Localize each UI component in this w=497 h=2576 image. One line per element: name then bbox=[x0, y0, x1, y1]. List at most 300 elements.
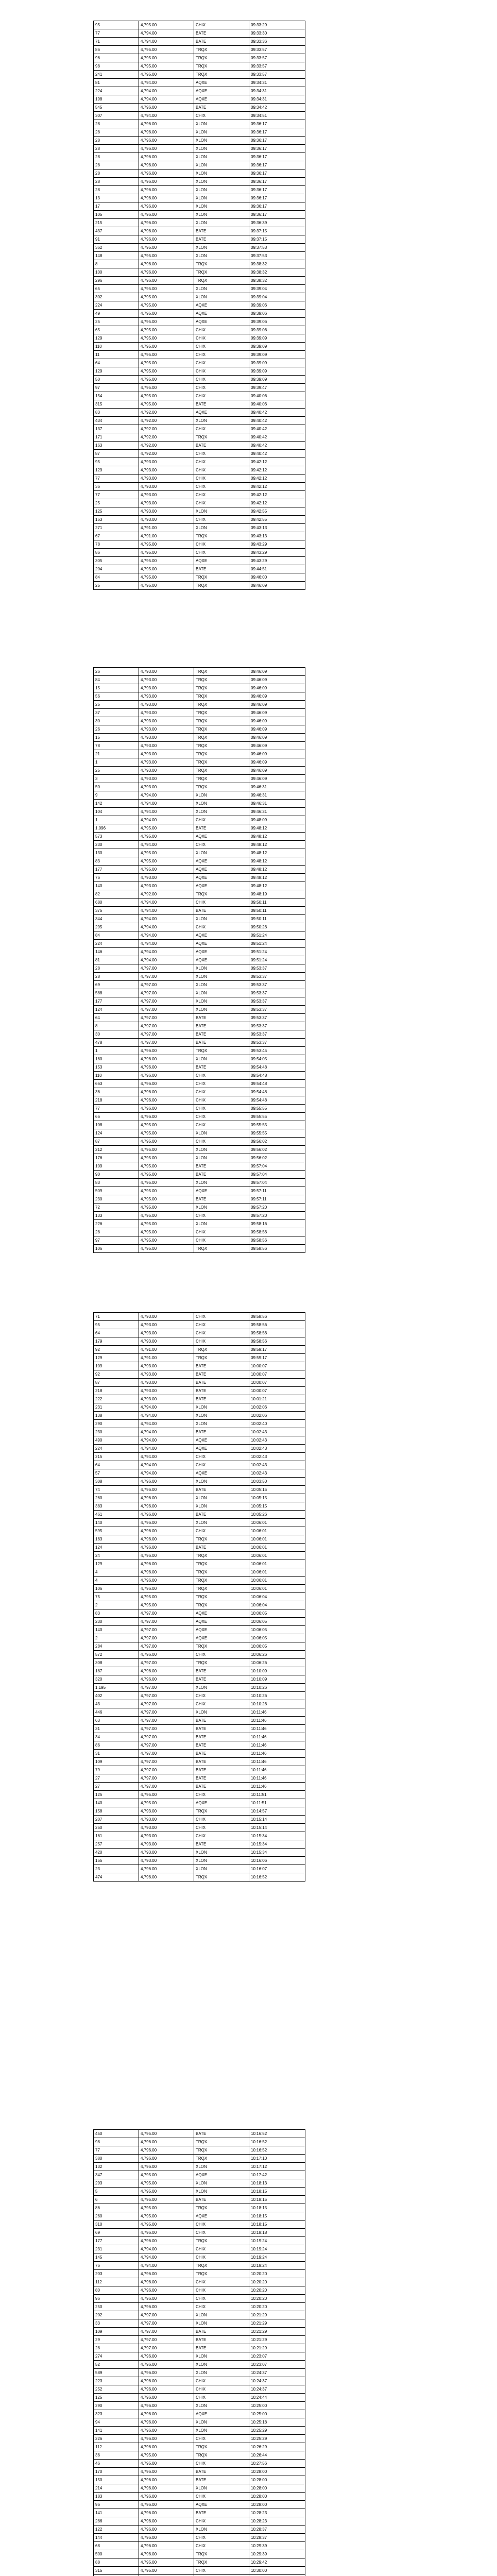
table-row bbox=[94, 1362, 305, 1370]
venue-cell: CHIX bbox=[194, 1080, 249, 1088]
time-cell: 10:20:20 bbox=[249, 2303, 305, 2311]
price-cell: 4,795.00 bbox=[139, 244, 194, 252]
volume-cell: 94 bbox=[94, 2418, 139, 2427]
venue-cell: TRQX bbox=[194, 1245, 249, 1253]
table-row bbox=[94, 1552, 305, 1560]
volume-cell: 28 bbox=[94, 161, 139, 170]
volume-cell: 96 bbox=[94, 54, 139, 62]
table-row bbox=[94, 71, 305, 79]
venue-cell: XLON bbox=[194, 2427, 249, 2435]
price-cell: 4,795.00 bbox=[139, 2204, 194, 2212]
time-cell: 09:55:55 bbox=[249, 1121, 305, 1129]
table-row bbox=[94, 29, 305, 38]
table-row bbox=[94, 1626, 305, 1634]
volume-cell: 46 bbox=[94, 2460, 139, 2468]
time-cell: 09:34:51 bbox=[249, 112, 305, 120]
volume-cell: 163 bbox=[94, 516, 139, 524]
table-row bbox=[94, 2361, 305, 2369]
volume-cell: 170 bbox=[94, 2468, 139, 2476]
venue-cell: AQXE bbox=[194, 2212, 249, 2221]
venue-cell: BATE bbox=[194, 1733, 249, 1741]
price-cell: 4,796.00 bbox=[139, 1560, 194, 1568]
price-cell: 4,794.00 bbox=[139, 816, 194, 824]
volume-cell: 224 bbox=[94, 301, 139, 310]
price-cell: 4,794.00 bbox=[139, 1453, 194, 1461]
venue-cell: BATE bbox=[194, 1171, 249, 1179]
venue-cell: XLON bbox=[194, 808, 249, 816]
price-cell: 4,795.00 bbox=[139, 2460, 194, 2468]
volume-cell: 82 bbox=[94, 890, 139, 899]
table-row bbox=[94, 1824, 305, 1832]
venue-cell: AQXE bbox=[194, 948, 249, 956]
time-cell: 09:48:09 bbox=[249, 816, 305, 824]
table-row bbox=[94, 343, 305, 351]
venue-cell: CHIX bbox=[194, 2385, 249, 2394]
price-cell: 4,796.00 bbox=[139, 1502, 194, 1511]
price-cell: 4,796.00 bbox=[139, 1105, 194, 1113]
venue-cell: CHIX bbox=[194, 334, 249, 343]
price-cell: 4,795.00 bbox=[139, 2567, 194, 2575]
table-row bbox=[94, 1171, 305, 1179]
price-cell: 4,794.00 bbox=[139, 899, 194, 907]
price-cell: 4,796.00 bbox=[139, 2377, 194, 2385]
time-cell: 09:46:09 bbox=[249, 582, 305, 590]
table-row bbox=[94, 2270, 305, 2278]
time-cell: 09:46:09 bbox=[249, 692, 305, 701]
volume-cell: 271 bbox=[94, 524, 139, 532]
table-row bbox=[94, 491, 305, 499]
price-cell: 4,795.00 bbox=[139, 824, 194, 833]
time-cell: 09:38:32 bbox=[249, 260, 305, 268]
table-row bbox=[94, 1187, 305, 1195]
venue-cell: TRQX bbox=[194, 433, 249, 442]
venue-cell: CHIX bbox=[194, 841, 249, 849]
volume-cell: 83 bbox=[94, 1179, 139, 1187]
venue-cell: TRQX bbox=[194, 2204, 249, 2212]
time-cell: 10:24:37 bbox=[249, 2369, 305, 2377]
price-cell: 4,796.00 bbox=[139, 1486, 194, 1494]
table-row bbox=[94, 841, 305, 849]
price-cell: 4,793.00 bbox=[139, 1832, 194, 1840]
venue-cell: BATE bbox=[194, 1750, 249, 1758]
table-row bbox=[94, 1618, 305, 1626]
table-row bbox=[94, 1428, 305, 1436]
table-row bbox=[94, 54, 305, 62]
volume-cell: 125 bbox=[94, 2394, 139, 2402]
price-cell: 4,795.00 bbox=[139, 2188, 194, 2196]
price-cell: 4,797.00 bbox=[139, 1725, 194, 1733]
venue-cell: TRQX bbox=[194, 668, 249, 676]
price-cell: 4,795.00 bbox=[139, 392, 194, 400]
venue-cell: XLON bbox=[194, 2188, 249, 2196]
price-cell: 4,797.00 bbox=[139, 1733, 194, 1741]
time-cell: 09:46:09 bbox=[249, 775, 305, 783]
time-cell: 09:46:09 bbox=[249, 709, 305, 717]
table-row bbox=[94, 874, 305, 882]
table-row bbox=[94, 899, 305, 907]
table-row bbox=[94, 2179, 305, 2188]
table-row bbox=[94, 202, 305, 211]
table-row bbox=[94, 87, 305, 95]
time-cell: 09:54:05 bbox=[249, 1055, 305, 1063]
volume-cell: 83 bbox=[94, 1609, 139, 1618]
price-cell: 4,793.00 bbox=[139, 1824, 194, 1832]
venue-cell: TRQX bbox=[194, 1354, 249, 1362]
time-cell: 09:54:48 bbox=[249, 1096, 305, 1105]
venue-cell: XLON bbox=[194, 244, 249, 252]
venue-cell: TRQX bbox=[194, 1585, 249, 1593]
volume-cell: 91 bbox=[94, 235, 139, 244]
venue-cell: BATE bbox=[194, 38, 249, 46]
volume-cell: 15 bbox=[94, 734, 139, 742]
price-cell: 4,797.00 bbox=[139, 1609, 194, 1618]
venue-cell: XLON bbox=[194, 1494, 249, 1502]
time-cell: 09:48:12 bbox=[249, 874, 305, 882]
time-cell: 09:36:17 bbox=[249, 194, 305, 202]
time-cell: 10:10:09 bbox=[249, 1667, 305, 1675]
venue-cell: XLON bbox=[194, 417, 249, 425]
volume-cell: 132 bbox=[94, 2163, 139, 2171]
volume-cell: 86 bbox=[94, 46, 139, 54]
table-row bbox=[94, 582, 305, 590]
time-cell: 09:40:42 bbox=[249, 442, 305, 450]
venue-cell: AQXE bbox=[194, 2410, 249, 2418]
time-cell: 09:39:09 bbox=[249, 367, 305, 376]
price-cell: 4,794.00 bbox=[139, 923, 194, 931]
venue-cell: XLON bbox=[194, 170, 249, 178]
volume-cell: 74 bbox=[94, 1486, 139, 1494]
price-cell: 4,794.00 bbox=[139, 808, 194, 816]
price-cell: 4,796.00 bbox=[139, 219, 194, 227]
table-row bbox=[94, 2542, 305, 2550]
venue-cell: BATE bbox=[194, 442, 249, 450]
table-row bbox=[94, 758, 305, 767]
table-row bbox=[94, 1146, 305, 1154]
volume-cell: 28 bbox=[94, 186, 139, 194]
volume-cell: 23 bbox=[94, 1865, 139, 1873]
venue-cell: XLON bbox=[194, 1849, 249, 1857]
time-cell: 10:06:26 bbox=[249, 1651, 305, 1659]
table-row bbox=[94, 2262, 305, 2270]
table-row bbox=[94, 1659, 305, 1667]
volume-cell: 450 bbox=[94, 2130, 139, 2138]
volume-cell: 106 bbox=[94, 1585, 139, 1593]
volume-cell: 1 bbox=[94, 758, 139, 767]
time-cell: 09:33:57 bbox=[249, 46, 305, 54]
volume-cell: 224 bbox=[94, 87, 139, 95]
table-row bbox=[94, 1585, 305, 1593]
time-cell: 10:28:37 bbox=[249, 2526, 305, 2534]
table-row bbox=[94, 915, 305, 923]
venue-cell: TRQX bbox=[194, 758, 249, 767]
table-row bbox=[94, 866, 305, 874]
time-cell: 10:10:26 bbox=[249, 1684, 305, 1692]
venue-cell: BATE bbox=[194, 1022, 249, 1030]
time-cell: 09:40:42 bbox=[249, 450, 305, 458]
venue-cell: BATE bbox=[194, 2344, 249, 2352]
time-cell: 09:36:17 bbox=[249, 186, 305, 194]
volume-cell: 224 bbox=[94, 940, 139, 948]
price-cell: 4,797.00 bbox=[139, 1014, 194, 1022]
price-cell: 4,793.00 bbox=[139, 874, 194, 882]
table-row bbox=[94, 2229, 305, 2237]
volume-cell: 37 bbox=[94, 709, 139, 717]
table-row bbox=[94, 293, 305, 301]
venue-cell: TRQX bbox=[194, 783, 249, 791]
table-row bbox=[94, 1337, 305, 1346]
price-cell: 4,796.00 bbox=[139, 2295, 194, 2303]
volume-cell: 573 bbox=[94, 833, 139, 841]
venue-cell: CHIX bbox=[194, 540, 249, 549]
venue-cell: CHIX bbox=[194, 112, 249, 120]
venue-cell: XLON bbox=[194, 186, 249, 194]
price-cell: 4,793.00 bbox=[139, 882, 194, 890]
venue-cell: AQXE bbox=[194, 2171, 249, 2179]
price-cell: 4,795.00 bbox=[139, 1601, 194, 1609]
time-cell: 10:02:06 bbox=[249, 1403, 305, 1412]
time-cell: 10:30:00 bbox=[249, 2567, 305, 2575]
table-row bbox=[94, 791, 305, 800]
time-cell: 09:46:31 bbox=[249, 808, 305, 816]
time-cell: 09:42:12 bbox=[249, 483, 305, 491]
price-cell: 4,797.00 bbox=[139, 2311, 194, 2319]
time-cell: 09:46:09 bbox=[249, 676, 305, 684]
price-cell: 4,796.00 bbox=[139, 2394, 194, 2402]
venue-cell: AQXE bbox=[194, 409, 249, 417]
time-cell: 09:36:17 bbox=[249, 128, 305, 137]
price-cell: 4,797.00 bbox=[139, 1684, 194, 1692]
venue-cell: XLON bbox=[194, 997, 249, 1006]
volume-cell: 13 bbox=[94, 194, 139, 202]
table-row bbox=[94, 2550, 305, 2558]
price-cell: 4,796.00 bbox=[139, 161, 194, 170]
table-row bbox=[94, 2212, 305, 2221]
venue-cell: XLON bbox=[194, 2484, 249, 2493]
table-row bbox=[94, 1379, 305, 1387]
table-row bbox=[94, 1766, 305, 1774]
time-cell: 09:46:31 bbox=[249, 800, 305, 808]
price-cell: 4,794.00 bbox=[139, 940, 194, 948]
volume-cell: 36 bbox=[94, 1088, 139, 1096]
table-row bbox=[94, 849, 305, 857]
venue-cell: XLON bbox=[194, 2179, 249, 2188]
venue-cell: CHIX bbox=[194, 2542, 249, 2550]
table-row bbox=[94, 882, 305, 890]
time-cell: 09:53:37 bbox=[249, 1030, 305, 1039]
time-cell: 10:16:07 bbox=[249, 1865, 305, 1873]
volume-cell: 122 bbox=[94, 2526, 139, 2534]
price-cell: 4,795.00 bbox=[139, 849, 194, 857]
volume-cell: 224 bbox=[94, 1445, 139, 1453]
price-cell: 4,795.00 bbox=[139, 2171, 194, 2179]
volume-cell: 461 bbox=[94, 1511, 139, 1519]
venue-cell: BATE bbox=[194, 1395, 249, 1403]
volume-cell: 2 bbox=[94, 1634, 139, 1642]
volume-cell: 78 bbox=[94, 742, 139, 750]
venue-cell: CHIX bbox=[194, 1692, 249, 1700]
table-row bbox=[94, 442, 305, 450]
table-row bbox=[94, 1700, 305, 1708]
time-cell: 09:54:48 bbox=[249, 1088, 305, 1096]
volume-cell: 109 bbox=[94, 2328, 139, 2336]
table-row bbox=[94, 351, 305, 359]
volume-cell: 81 bbox=[94, 79, 139, 87]
venue-cell: BATE bbox=[194, 2336, 249, 2344]
time-cell: 09:50:11 bbox=[249, 899, 305, 907]
price-cell: 4,795.00 bbox=[139, 2451, 194, 2460]
table-row bbox=[94, 1684, 305, 1692]
venue-cell: TRQX bbox=[194, 1346, 249, 1354]
price-cell: 4,796.00 bbox=[139, 2237, 194, 2245]
time-cell: 09:43:13 bbox=[249, 524, 305, 532]
time-cell: 10:10:09 bbox=[249, 1675, 305, 1684]
table-row bbox=[94, 2435, 305, 2443]
price-cell: 4,794.00 bbox=[139, 907, 194, 915]
volume-cell: 176 bbox=[94, 1154, 139, 1162]
price-cell: 4,795.00 bbox=[139, 1236, 194, 1245]
venue-cell: TRQX bbox=[194, 2237, 249, 2245]
venue-cell: TRQX bbox=[194, 2262, 249, 2270]
venue-cell: AQXE bbox=[194, 301, 249, 310]
time-cell: 10:20:20 bbox=[249, 2286, 305, 2295]
price-cell: 4,795.00 bbox=[139, 376, 194, 384]
volume-cell: 28 bbox=[94, 128, 139, 137]
time-cell: 09:40:06 bbox=[249, 400, 305, 409]
price-cell: 4,793.00 bbox=[139, 692, 194, 701]
price-cell: 4,796.00 bbox=[139, 1873, 194, 1882]
time-cell: 10:11:46 bbox=[249, 1774, 305, 1783]
price-cell: 4,796.00 bbox=[139, 2550, 194, 2558]
volume-cell: 215 bbox=[94, 1453, 139, 1461]
price-cell: 4,793.00 bbox=[139, 483, 194, 491]
venue-cell: BATE bbox=[194, 1511, 249, 1519]
time-cell: 09:43:13 bbox=[249, 532, 305, 540]
time-cell: 10:02:43 bbox=[249, 1469, 305, 1478]
time-cell: 09:42:12 bbox=[249, 474, 305, 483]
price-cell: 4,793.00 bbox=[139, 1313, 194, 1321]
venue-cell: XLON bbox=[194, 1403, 249, 1412]
time-cell: 09:36:17 bbox=[249, 211, 305, 219]
time-cell: 10:27:56 bbox=[249, 2460, 305, 2468]
volume-cell: 140 bbox=[94, 1519, 139, 1527]
volume-cell: 28 bbox=[94, 973, 139, 981]
table-row bbox=[94, 1346, 305, 1354]
price-cell: 4,796.00 bbox=[139, 2435, 194, 2443]
volume-cell: 11 bbox=[94, 351, 139, 359]
time-cell: 09:51:24 bbox=[249, 940, 305, 948]
time-cell: 10:21:29 bbox=[249, 2344, 305, 2352]
volume-cell: 274 bbox=[94, 2352, 139, 2361]
table-row bbox=[94, 1088, 305, 1096]
price-cell: 4,793.00 bbox=[139, 734, 194, 742]
table-row bbox=[94, 425, 305, 433]
table-row bbox=[94, 417, 305, 425]
time-cell: 09:37:15 bbox=[249, 235, 305, 244]
time-cell: 10:24:37 bbox=[249, 2385, 305, 2394]
venue-cell: CHIX bbox=[194, 2435, 249, 2443]
table-row bbox=[94, 1039, 305, 1047]
venue-cell: AQXE bbox=[194, 1187, 249, 1195]
volume-cell: 323 bbox=[94, 2410, 139, 2418]
venue-cell: AQXE bbox=[194, 833, 249, 841]
table-row bbox=[94, 1204, 305, 1212]
price-cell: 4,796.00 bbox=[139, 137, 194, 145]
venue-cell: CHIX bbox=[194, 2221, 249, 2229]
table-row bbox=[94, 573, 305, 582]
price-cell: 4,797.00 bbox=[139, 1783, 194, 1791]
time-cell: 10:05:15 bbox=[249, 1486, 305, 1494]
venue-cell: XLON bbox=[194, 1502, 249, 1511]
price-cell: 4,793.00 bbox=[139, 1321, 194, 1329]
time-cell: 10:20:20 bbox=[249, 2295, 305, 2303]
price-cell: 4,796.00 bbox=[139, 2509, 194, 2517]
price-cell: 4,795.00 bbox=[139, 1593, 194, 1601]
venue-cell: BATE bbox=[194, 1370, 249, 1379]
volume-cell: 260 bbox=[94, 1494, 139, 1502]
venue-cell: AQXE bbox=[194, 87, 249, 95]
volume-cell: 320 bbox=[94, 1675, 139, 1684]
venue-cell: TRQX bbox=[194, 1577, 249, 1585]
volume-cell: 141 bbox=[94, 2509, 139, 2517]
time-cell: 10:28:37 bbox=[249, 2534, 305, 2542]
time-cell: 09:46:09 bbox=[249, 701, 305, 709]
time-cell: 09:39:06 bbox=[249, 326, 305, 334]
time-cell: 10:11:46 bbox=[249, 1708, 305, 1717]
price-cell: 4,793.00 bbox=[139, 676, 194, 684]
time-cell: 09:58:56 bbox=[249, 1228, 305, 1236]
table-row bbox=[94, 668, 305, 676]
time-cell: 10:28:23 bbox=[249, 2509, 305, 2517]
time-cell: 09:36:17 bbox=[249, 153, 305, 161]
volume-cell: 27 bbox=[94, 1783, 139, 1791]
venue-cell: TRQX bbox=[194, 582, 249, 590]
table-row bbox=[94, 2328, 305, 2336]
volume-cell: 88 bbox=[94, 2558, 139, 2567]
price-cell: 4,794.00 bbox=[139, 29, 194, 38]
table-row bbox=[94, 516, 305, 524]
volume-cell: 65 bbox=[94, 285, 139, 293]
time-cell: 09:55:55 bbox=[249, 1129, 305, 1138]
volume-cell: 64 bbox=[94, 1461, 139, 1469]
volume-cell: 223 bbox=[94, 2377, 139, 2385]
volume-cell: 98 bbox=[94, 2138, 139, 2146]
table-row bbox=[94, 2410, 305, 2418]
volume-cell: 77 bbox=[94, 1105, 139, 1113]
time-cell: 10:11:46 bbox=[249, 1741, 305, 1750]
venue-cell: TRQX bbox=[194, 684, 249, 692]
table-row bbox=[94, 1758, 305, 1766]
volume-cell: 344 bbox=[94, 915, 139, 923]
price-cell: 4,796.00 bbox=[139, 2427, 194, 2435]
table-row bbox=[94, 2295, 305, 2303]
venue-cell: CHIX bbox=[194, 2303, 249, 2311]
table-row bbox=[94, 1387, 305, 1395]
time-cell: 10:16:52 bbox=[249, 2138, 305, 2146]
time-cell: 09:43:29 bbox=[249, 557, 305, 565]
table-row bbox=[94, 1486, 305, 1494]
price-cell: 4,795.00 bbox=[139, 293, 194, 301]
table-row bbox=[94, 907, 305, 915]
table-row bbox=[94, 1022, 305, 1030]
price-cell: 4,794.00 bbox=[139, 2262, 194, 2270]
venue-cell: AQXE bbox=[194, 866, 249, 874]
time-cell: 10:14:57 bbox=[249, 1807, 305, 1816]
table-row bbox=[94, 507, 305, 516]
table-row bbox=[94, 1105, 305, 1113]
venue-cell: BATE bbox=[194, 824, 249, 833]
venue-cell: XLON bbox=[194, 1055, 249, 1063]
table-row bbox=[94, 161, 305, 170]
